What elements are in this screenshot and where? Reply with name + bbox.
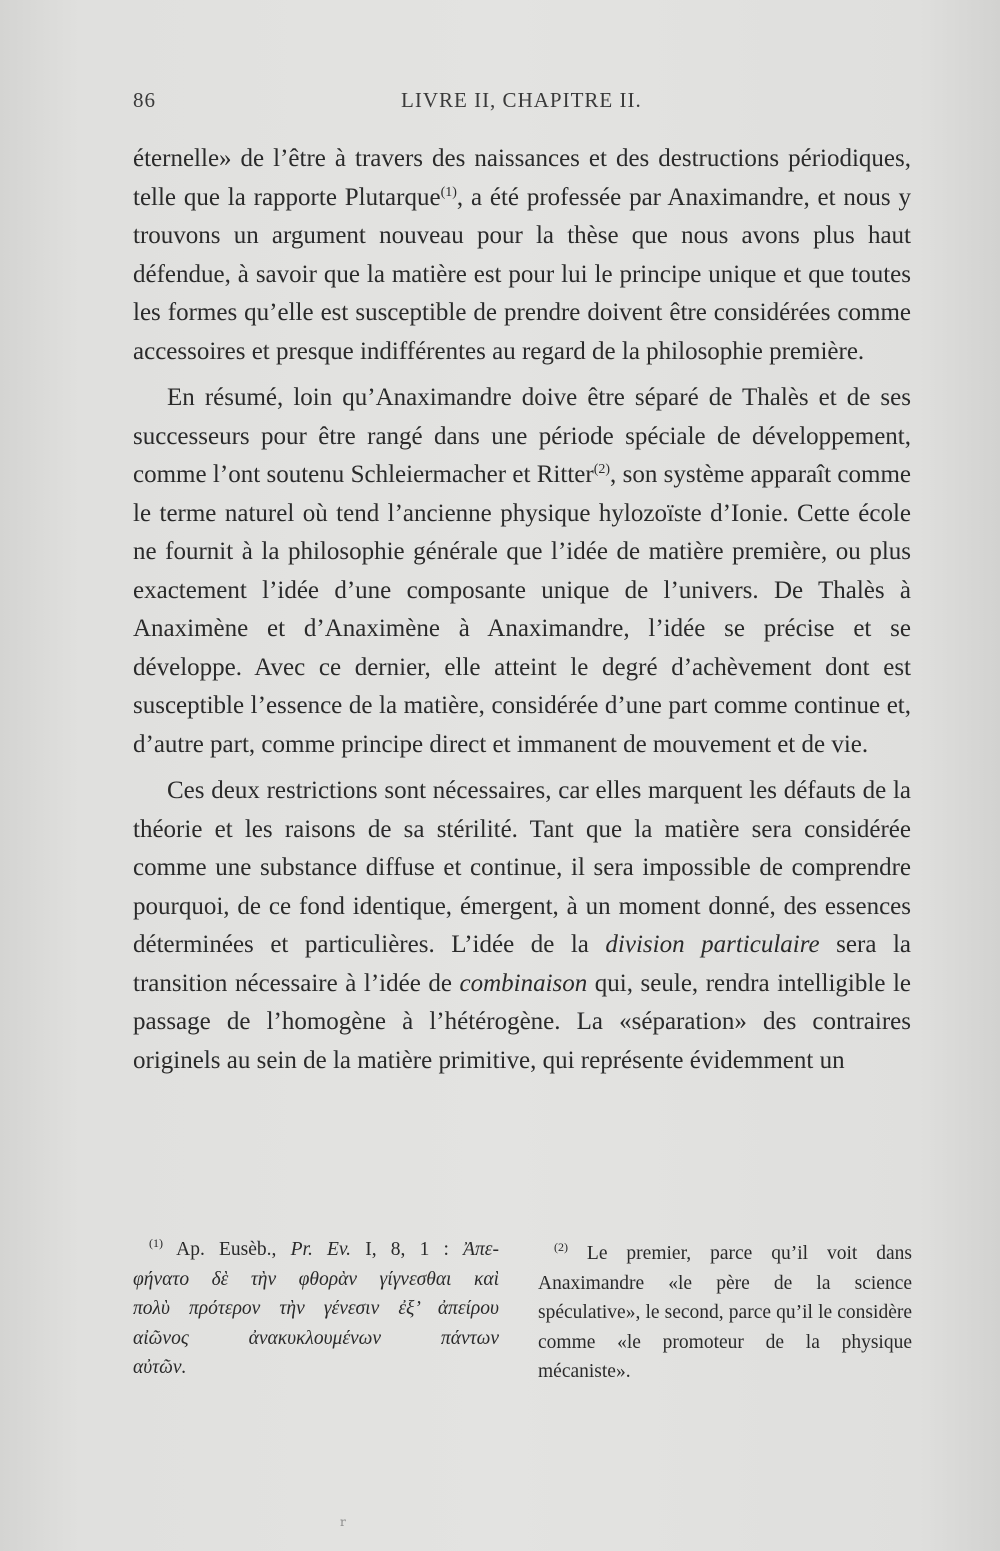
paragraph-2 <box>133 379 911 764</box>
paragraph-3 <box>133 772 911 1080</box>
footnote-1-line-1 <box>133 1235 499 1265</box>
footnote-1-ref: I, 8, 1 : <box>351 1239 464 1260</box>
footnote-ref-1: (1) <box>440 184 457 200</box>
footnote-1-marker: (1) <box>149 1236 163 1250</box>
footnote-1-source: Pr. Ev. <box>290 1239 352 1260</box>
running-title: LIVRE II, CHAPITRE II. <box>401 88 642 112</box>
footnote-2-marker: (2) <box>554 1240 568 1254</box>
paragraph-3-text-c: qui, seule, rendra intelligible le passage de l’homogène à l’hétérogène. La «séparation» des contraires originels au sein de la matière primitive, qui représente évidemment un <box>133 969 912 1074</box>
paragraph-1-text-b: , a été professée par Anaximandre, et nous y trouvons un argument nouveau pour la thèse que nous avons plus haut défendue, à savoir que la matière est pour lui le principe unique et que toutes les formes qu’elle est susceptible de prendre doivent être considérées comme accessoires et presque indifférentes au regard de la philosophie première. <box>133 183 911 365</box>
footnote-ref-2: (2) <box>593 462 611 477</box>
page-header <box>133 88 913 118</box>
footnote-2-body <box>538 1239 912 1387</box>
footnote-1-text: Ap. Eusèb., <box>163 1239 291 1260</box>
paragraph-2-text-a: En résumé, loin qu’Anaximandre doive être séparé de Thalès et de ses successeurs pour être rangé dans une période spéciale de développement, comme l’ont soutenu Schleiermacher et Ritter <box>133 384 911 488</box>
footnote-1-greek-4: αἰῶνος ἀνακυκλουμένων πάντων <box>133 1327 499 1349</box>
emphasis-division-particulaire: division particulaire <box>605 931 820 958</box>
footnote-1 <box>133 1235 499 1383</box>
footnote-1-greek-3: πολὺ πρότερον τὴν γένεσιν ἐξ’ ἀπείρου <box>133 1298 499 1319</box>
paragraph-1 <box>133 140 911 371</box>
footnote-1-greek-1: Ἀπε- <box>463 1239 499 1260</box>
paragraph-1-text-a: éternelle» de l’être à travers des naissances et des destructions périodiques, telle que la rapporte Plutarque <box>133 145 911 211</box>
footnote-1-greek-5: αὐτῶν. <box>133 1357 187 1378</box>
emphasis-combinaison: combinaison <box>459 969 588 997</box>
printer-mark: r <box>340 1515 346 1529</box>
footnote-1-greek-2: φήνατο δὲ τὴν φθορὰν γίγνεσθαι καὶ <box>133 1268 499 1290</box>
paragraph-3-text-b: sera la transition nécessaire à l’idée de <box>133 931 912 997</box>
paragraph-2-text-b: , son système apparaît comme le terme naturel où tend l’ancienne physique hylozoïste d’Ionie. Cette école ne fournit à la philosophie générale que l’idée de matière première, ou plus exactement l’idée d’une composante unique de l’univers. De Thalès à Anaximène et d’Anaximène à Anaximandre, l’idée se précise et se développe. Avec ce dernier, elle atteint le degré d’achèvement dont est susceptible l’essence de la matière, considérée d’une part comme continue et, d’autre part, comme principe direct et immanent de mouvement et de vie. <box>133 461 911 758</box>
footnote-2-text: Le premier, parce qu’il voit dans Anaximandre «le père de la science spéculative», le second, parce qu’il le considère comme «le promoteur de la physique mécaniste». <box>538 1243 912 1382</box>
page-number: 86 <box>133 88 156 112</box>
main-text <box>133 140 911 1080</box>
paragraph-3-text-a: Ces deux restrictions sont nécessaires, car elles marquent les défauts de la théorie et les raisons de sa stérilité. Tant que la matière sera considérée comme une substance diffuse et continue, il sera impossible de comprendre pourquoi, de ce fond identique, émergent, à un moment donné, des essences déterminées et particulières. L’idée de la <box>133 777 911 958</box>
footnote-2 <box>538 1239 912 1387</box>
